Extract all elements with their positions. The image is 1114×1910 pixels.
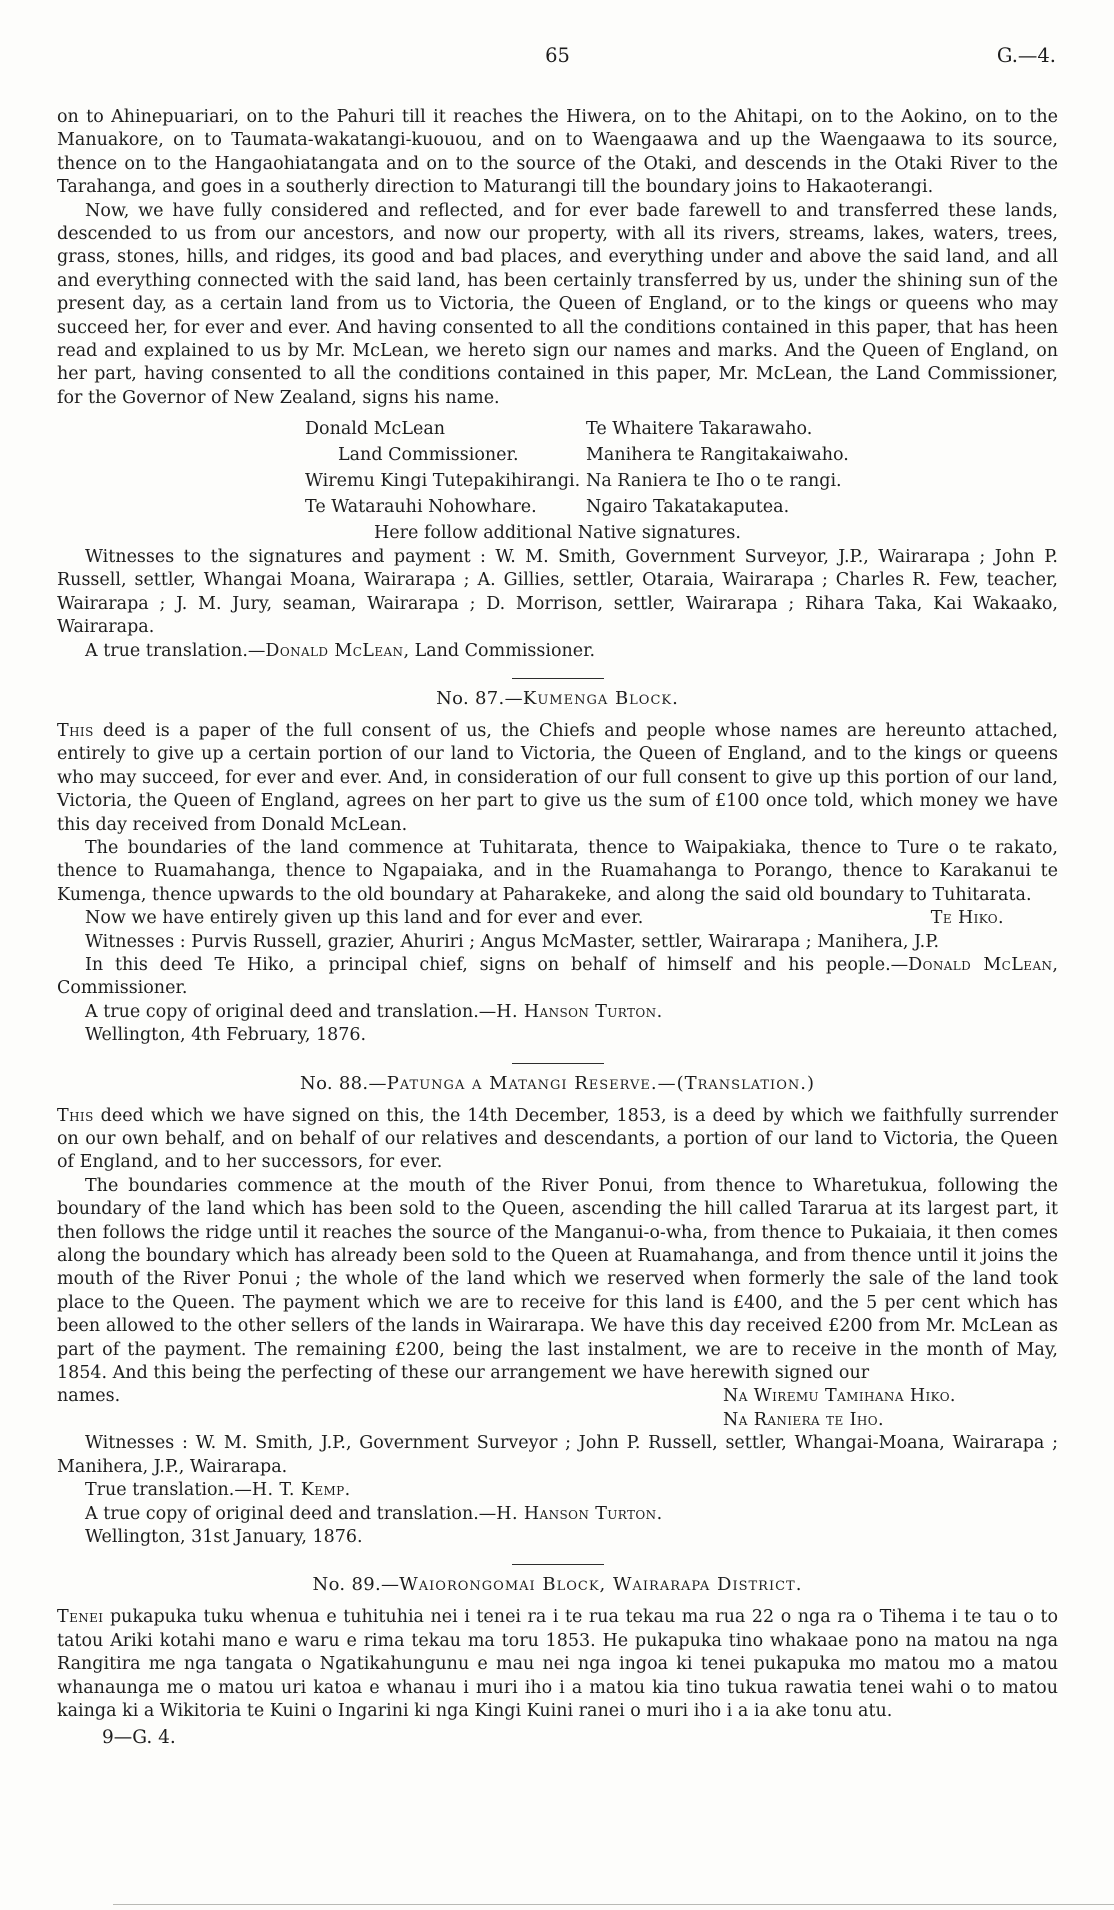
attestation-title: , Land Commissioner. <box>403 640 596 661</box>
document-reference: G.—4. <box>996 44 1056 67</box>
signature-name: Ngairo Takatakaputea. <box>586 496 790 517</box>
signatory-name: Te Hiko. <box>930 908 1004 929</box>
signature-title: Land Commissioner. <box>338 445 519 466</box>
signature-name: Manihera te Rangitakaiwaho. <box>586 445 849 466</box>
attestation-name: H. Hanson Turton <box>496 1001 657 1022</box>
deed-number: No. 87.— <box>436 687 523 709</box>
deed-number: No. 89.— <box>312 1574 400 1596</box>
deed-title: Patunga a Matangi Reserve.—(Translation.) <box>386 1072 815 1094</box>
signature-row <box>305 417 1058 443</box>
attestation-punct: . <box>344 1480 351 1501</box>
paragraph-transfer-declaration: Now, we have fully considered and reflected, and for ever bade farewell to and transferred these lands, descended to us from our ancestors, and now our property, with all its rivers, streams, lakes, waters, trees, grass, stones, hills, and ridges, its good and bad places, and everything under and above the said land, and all and everything connected with the said land, has been certainly transferred by us, under the shining sun of the present day, as a certain land from us to Victoria, the Queen of England, or to the kings or queens who may succeed her, for ever and ever. And having consented to all the conditions contained in this paper, that has heen read and explained to us by Mr. McLean, we hereto sign our names and marks. And the Queen of England, on her part, having consented to all the conditions contained in this paper, Mr. McLean, the Land Commissioner, for the Governor of New Zealand, signs his name. <box>57 200 1058 408</box>
paragraph-text: deed which we have signed on this, the 14th December, 1853, is a deed by which we faithfully surrender on our own behalf, and on behalf of our relatives and descendants, a portion of our land to Victoria, the Queen of England, and to her successors, for ever. <box>57 1105 1058 1173</box>
deed-87-signs-line <box>57 954 1058 1001</box>
page-content <box>57 0 1058 1750</box>
deed-88-heading <box>57 1073 1058 1094</box>
deed-title: Kumenga Block. <box>522 687 679 709</box>
lead-word: This <box>57 720 94 741</box>
given-up-text: Now we have entirely given up this land and for ever and ever. <box>85 908 644 929</box>
deed-87-dateline: Wellington, 4th February, 1876. <box>85 1025 367 1046</box>
attestation-text: True translation.— <box>85 1480 252 1501</box>
names-signature-row <box>57 1409 1058 1432</box>
signature-name: Te Watarauhi Nohowhare. <box>305 496 537 517</box>
signature-name: Te Whaitere Takarawaho. <box>586 419 813 440</box>
additional-signatures-note: Here follow additional Native signatures. <box>374 523 741 544</box>
section-deed-88 <box>57 1073 1058 1550</box>
section-divider-rule <box>512 1564 604 1565</box>
deed-89-heading <box>57 1574 1058 1595</box>
page-header <box>57 44 1058 70</box>
paragraph-deed-87-boundaries: The boundaries of the land commence at Tuhitarata, thence to Waipakiaka, thence to Ture o te rakato, thence to Ruamahanga, thence to Ngapaiaka, and in the Ruamahanga to Porango, thence to Karakanui te Kumenga, thence upwards to the old boundary at Paharakeke, and along the said old boundary to Tuhitarata. <box>57 837 1058 905</box>
translation-attestation-line <box>57 640 1058 663</box>
attestation-punct: . <box>656 1503 663 1524</box>
deed-title: Waiorongomai Block, Wairarapa District. <box>399 1574 803 1596</box>
commissioner-name: Donald McLean <box>908 954 1053 975</box>
paragraph-boundaries-continued: on to Ahinepuariari, on to the Pahuri till it reaches the Hiwera, on to the Ahitapi, on to the Aokino, on to the Manuakore, on to Taumata-wakatangi-kuouou, and on to Waengaawa and up the Waengaawa to its source, thence on to the Hangaohiatangata and on to the source of the Otaki, and descends in the Otaki River to the Tarahanga, and goes in a southerly direction to Maturangi till the boundary joins to Hakaoterangi. <box>57 107 1058 198</box>
section-divider-rule <box>512 678 604 679</box>
signature-name: Donald McLean <box>305 419 446 440</box>
signature-name: Wiremu Kingi Tutepakihirangi. <box>305 470 581 491</box>
paragraph-witnesses: Witnesses to the signatures and payment : W. M. Smith, Government Surveyor, J.P., Wairarapa ; John P. Russell, settler, Whangai Moana, Wairarapa ; A. Gillies, settler, Otaraia, Wairarapa ; Charles R. Few, teacher, Wairarapa ; J. M. Jury, seaman, Wairarapa ; D. Morrison, settler, Wairarapa ; Rihara Taka, Kai Wakaako, Wairarapa. <box>57 546 1058 638</box>
deed-88-true-translation-line <box>57 1479 1058 1502</box>
printers-signature-mark: 9—G. 4. <box>102 1727 176 1749</box>
deed-87-heading <box>57 688 1058 709</box>
paragraph-deed-88-witnesses: Witnesses : W. M. Smith, J.P., Government Surveyor ; John P. Russell, settler, Whangai-Moana, Wairarapa ; Manihera, J.P., Wairarapa. <box>57 1433 1058 1477</box>
attestation-name: H. T. Kemp <box>251 1480 345 1501</box>
lead-word: This <box>57 1105 94 1126</box>
section-deed-89 <box>57 1574 1058 1723</box>
paragraph-deed-89-maori <box>57 1606 1058 1723</box>
paragraph-text: deed is a paper of the full consent of us, the Chiefs and people whose names are hereunto attached, entirely to give up a certain portion of our land to Victoria, the Queen of England, and to the kings or queens who may succeed, for ever and ever. And, in consideration of our full consent to give up this portion of our land, Victoria, the Queen of England, agrees on her part to give us the sum of £100 once told, which money we have this day received from Donald McLean. <box>57 720 1058 835</box>
names-word: names. <box>57 1386 121 1407</box>
page-number: 65 <box>545 44 570 67</box>
signatory-name: Na Wiremu Tamihana Hiko. <box>723 1386 956 1407</box>
signature-row <box>305 469 1058 495</box>
attestation-text: A true copy of original deed and translation.— <box>85 1001 497 1022</box>
signature-block <box>305 417 1058 520</box>
scan-edge-artifact <box>113 1904 1114 1905</box>
deed-number: No. 88.— <box>300 1072 387 1094</box>
attestation-name: H. Hanson Turton <box>496 1503 657 1524</box>
deed-88-dateline: Wellington, 31st January, 1876. <box>85 1526 363 1547</box>
attestation-text: A true translation.— <box>85 640 266 661</box>
names-signature-row <box>57 1385 1058 1408</box>
paragraph-text: pukapuka tuku whenua e tuhituhia nei i tenei ra i te rua tekau ma rua 22 o nga ra o Tihema i te tau o to tatou Ariki kotahi mano e waru e rima tekau ma toru 1853. He pukapuka tino whakaae pono na matou na nga Rangitira me nga tangata o Ngatikahungunu e mau nei nga ingoa ki tenei pukapuka mo matou mo a matou whanaunga me o matou uri katoa e whanau i muri iho i a matou kia tino tukua rawatia tenei wahi o to matou kainga ki a Wikitoria te Kuini o Ingarini ki nga Kingi Kuini ranei o muri iho i a ia ake tonu atu. <box>57 1607 1058 1721</box>
paragraph-deed-87-witnesses: Witnesses : Purvis Russell, grazier, Ahuriri ; Angus McMaster, settler, Wairarapa ; Manihera, J.P. <box>85 931 940 952</box>
commissioner-title: , Commissioner. <box>57 954 1058 999</box>
attestation-text: A true copy of original deed and translation.— <box>85 1503 497 1524</box>
paragraph-deed-88-surrender <box>57 1105 1058 1175</box>
section-deed-87 <box>57 688 1058 1048</box>
paragraph-deed-87-consent <box>57 720 1058 837</box>
paragraph-deed-88-boundaries: The boundaries commence at the mouth of the River Ponui, from thence to Wharetukua, following the boundary of the land which has been sold to the Queen, ascending the hill called Tararua at its largest part, it then follows the ridge until it reaches the source of the Manganui-o-wha, from thence to Pukaiaia, it then comes along the boundary which has already been sold to the Queen at Ruamahanga, and from thence until it joins the mouth of the River Ponui ; the whole of the land which we reserved when formerly the sale of the land took place to the Queen. The payment which we are to receive for this land is £400, and the 5 per cent which has been allowed to the other sellers of the lands in Wairarapa. We have this day received £200 from Mr. McLean as part of the payment. The remaining £200, being the last instalment, we are to receive in the month of May, 1854. And this being the perfecting of these our arrangement we have herewith signed our <box>57 1175 1058 1384</box>
attestation-punct: . <box>656 1001 663 1022</box>
attestation-name: Donald McLean <box>265 640 404 661</box>
deed-87-true-copy-line <box>57 1001 1058 1024</box>
section-continuation <box>57 106 1058 663</box>
signatory-name: Na Raniera te Iho. <box>723 1409 884 1430</box>
section-divider-rule <box>512 1063 604 1064</box>
given-up-line <box>57 907 1058 930</box>
signature-row <box>305 443 1058 469</box>
signature-name: Na Raniera te Iho o te rangi. <box>586 470 842 491</box>
lead-word: Tenei <box>57 1607 104 1628</box>
signature-row <box>305 495 1058 521</box>
deed-88-true-copy-line <box>57 1503 1058 1526</box>
signs-text: In this deed Te Hiko, a principal chief, signs on behalf of himself and his people.— <box>85 954 909 975</box>
